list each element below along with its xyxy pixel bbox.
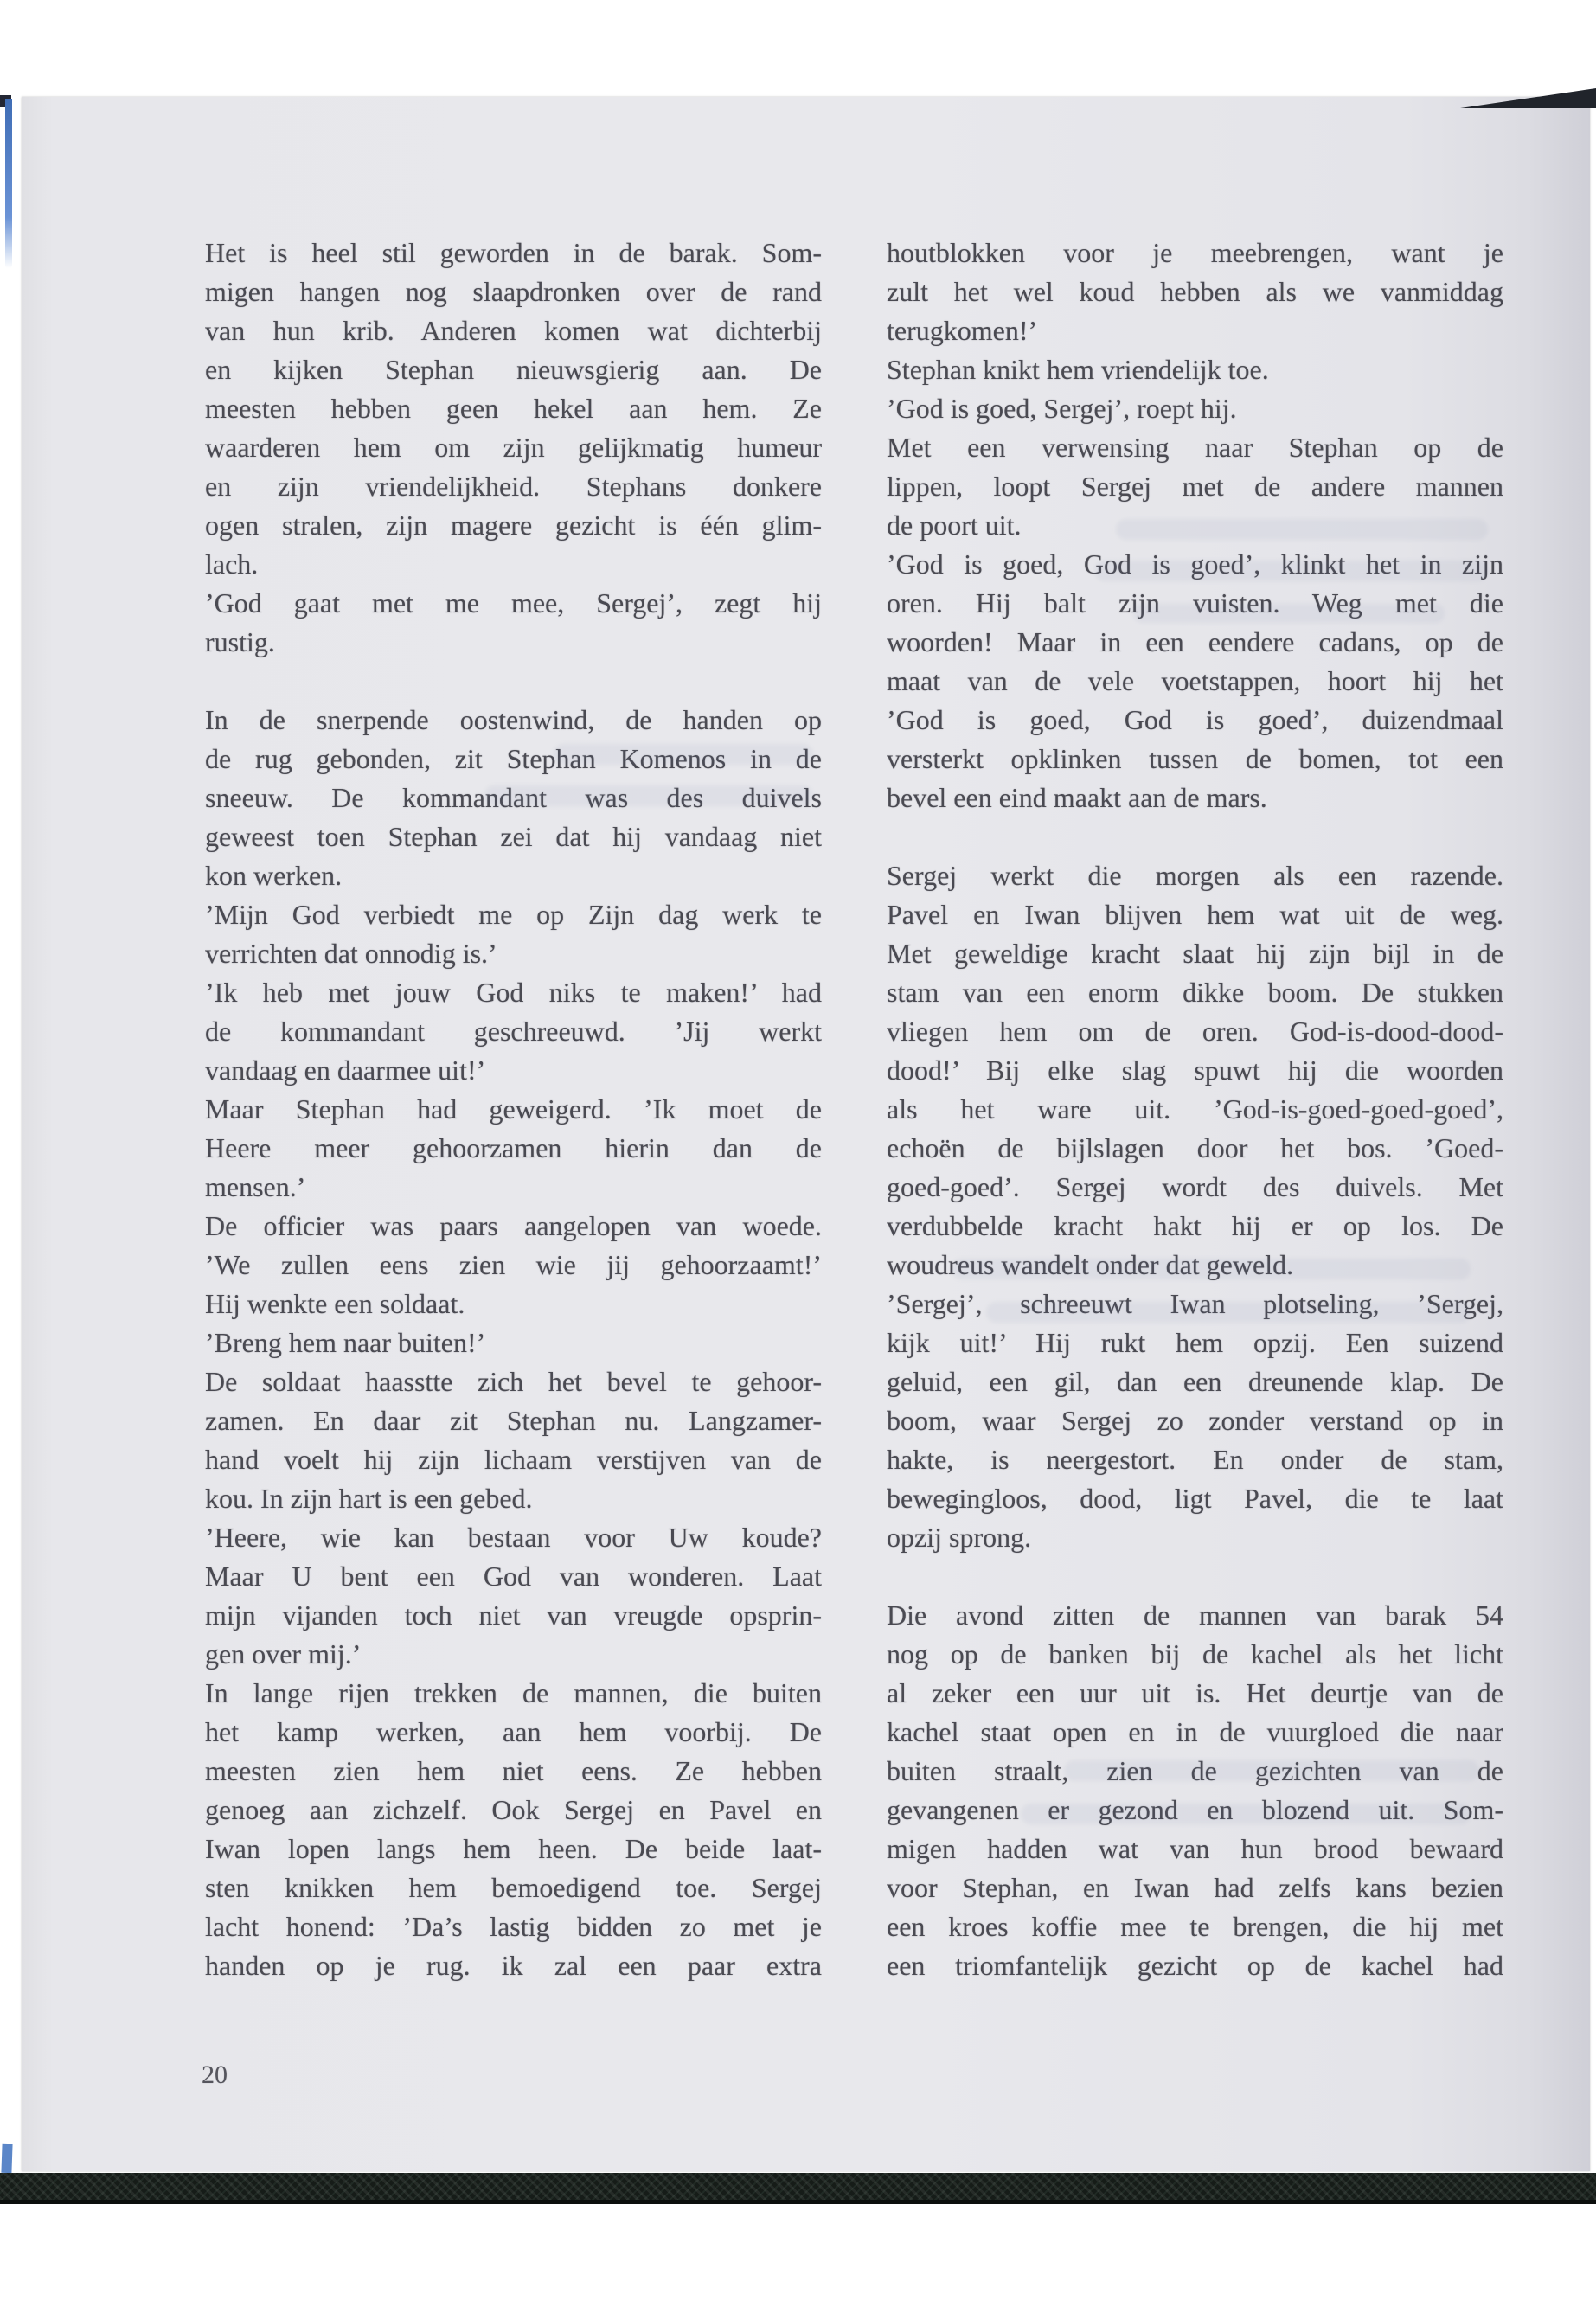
text-line: ’Breng hem naar buiten!’ xyxy=(205,1327,486,1358)
text-line: migen hangen nog slaapdronken over de rand xyxy=(205,276,822,307)
bleed-through-mark xyxy=(1064,1760,1479,1781)
text-line: kachel staat open en in de vuurgloed die naar xyxy=(887,1716,1503,1747)
left-text-column xyxy=(205,234,822,1985)
text-line: meesten hebben geen hekel aan hem. Ze xyxy=(205,393,822,424)
text-line: terugkomen!’ xyxy=(887,315,1038,346)
text-line: lach. xyxy=(205,548,259,580)
text-line: geweest toen Stephan zei dat hij vandaag niet xyxy=(205,821,822,852)
text-line: maat van de vele voetstappen, hoort hij het xyxy=(887,665,1503,696)
text-line: gevangenen er gezond en blozend uit. Som- xyxy=(887,1794,1503,1825)
right-text-column xyxy=(887,234,1503,1985)
text-line: In de snerpende oostenwind, de handen op xyxy=(205,704,822,735)
text-line: en kijken Stephan nieuwsgierig aan. De xyxy=(205,354,822,385)
text-line: mijn vijanden toch niet van vreugde opsprin- xyxy=(205,1599,822,1631)
bleed-through-mark xyxy=(986,1302,1471,1323)
text-line: het kamp werken, aan hem voorbij. De xyxy=(205,1716,822,1747)
text-line: oren. Hij balt zijn vuisten. Weg met die xyxy=(887,587,1503,619)
text-line: Heere meer gehoorzamen hierin dan de xyxy=(205,1132,822,1163)
text-line: als het ware uit. ’God-is-goed-goed-goed’, xyxy=(887,1093,1503,1125)
text-line: voor Stephan, en Iwan had zelfs kans bezien xyxy=(887,1872,1503,1903)
paragraph-gap xyxy=(887,1557,1503,1596)
text-line: In lange rijen trekken de mannen, die buiten xyxy=(205,1677,822,1708)
book-spine-edge xyxy=(5,99,12,268)
text-line: al zeker een uur uit is. Het deurtje van de xyxy=(887,1677,1503,1708)
text-line: ogen stralen, zijn magere gezicht is één glim- xyxy=(205,510,822,541)
text-line: vandaag en daarmee uit!’ xyxy=(205,1054,486,1086)
text-line: De soldaat haasstte zich het bevel te gehoor- xyxy=(205,1366,822,1397)
text-line: ’God is goed, Sergej’, roept hij. xyxy=(887,393,1237,424)
text-line: echoën de bijlslagen door het bos. ’Goed- xyxy=(887,1132,1503,1163)
text-line: bevel een eind maakt aan de mars. xyxy=(887,782,1267,813)
text-line: lacht honend: ’Da’s lastig bidden zo met je xyxy=(205,1911,822,1942)
text-line: hand voelt hij zijn lichaam verstijven van de xyxy=(205,1444,822,1475)
bleed-through-mark xyxy=(554,744,813,765)
text-line: de poort uit. xyxy=(887,510,1022,541)
bleed-through-mark xyxy=(1094,561,1488,581)
text-line: Het is heel stil geworden in de barak. Som- xyxy=(205,237,822,268)
text-line: kon werken. xyxy=(205,860,343,891)
text-line: woudreus wandelt onder dat geweld. xyxy=(887,1249,1294,1280)
text-line: dood!’ Bij elke slag spuwt hij die woorden xyxy=(887,1054,1503,1086)
text-line: boom, waar Sergej zo zonder verstand op in xyxy=(887,1405,1503,1436)
text-line: stam van een enorm dikke boom. De stukken xyxy=(887,977,1503,1008)
text-line: sneeuw. De kommandant was des duivels xyxy=(205,782,822,813)
bleed-through-mark xyxy=(1021,1804,1471,1824)
text-line: mensen.’ xyxy=(205,1171,306,1202)
text-line: ’We zullen eens zien wie jij gehoorzaamt!’ xyxy=(205,1249,822,1280)
cover-edge-bottom-band xyxy=(0,2173,1596,2204)
text-line: een kroes koffie mee te brengen, die hij met xyxy=(887,1911,1503,1942)
text-line: Pavel en Iwan blijven hem wat uit de weg. xyxy=(887,899,1503,930)
text-line: Met een verwensing naar Stephan op de xyxy=(887,432,1503,463)
text-line: de rug gebonden, zit Stephan Komenos in de xyxy=(205,743,822,774)
text-line: ’Heere, wie kan bestaan voor Uw koude? xyxy=(205,1522,822,1553)
text-line: buiten straalt, zien de gezichten van de xyxy=(887,1755,1503,1786)
text-line: Maar Stephan had geweigerd. ’Ik moet de xyxy=(205,1093,822,1125)
text-line: hakte, is neergestort. En onder de stam, xyxy=(887,1444,1503,1475)
text-line: nog op de banken bij de kachel als het licht xyxy=(887,1638,1503,1670)
text-line: bewegingloos, dood, ligt Pavel, die te laat xyxy=(887,1483,1503,1514)
text-line: de kommandant geschreeuwd. ’Jij werkt xyxy=(205,1016,822,1047)
text-line: geluid, een gil, dan een dreunende klap. De xyxy=(887,1366,1503,1397)
text-line: genoeg aan zichzelf. Ook Sergej en Pavel en xyxy=(205,1794,822,1825)
paragraph-gap xyxy=(887,817,1503,856)
text-line: versterkt opklinken tussen de bomen, tot een xyxy=(887,743,1503,774)
text-line: Met geweldige kracht slaat hij zijn bijl in de xyxy=(887,938,1503,969)
text-line: verdubbelde kracht hakt hij er op los. De xyxy=(887,1210,1503,1241)
bleed-through-mark xyxy=(484,785,813,806)
text-line: waarderen hem om zijn gelijkmatig humeur xyxy=(205,432,822,463)
text-line: ’God gaat met me mee, Sergej’, zegt hij xyxy=(205,587,822,619)
book-page xyxy=(22,97,1590,2171)
text-line: Stephan knikt hem vriendelijk toe. xyxy=(887,354,1269,385)
text-line: kijk uit!’ Hij rukt hem opzij. Een suizend xyxy=(887,1327,1503,1358)
text-line: vliegen hem om de oren. God-is-dood-dood- xyxy=(887,1016,1503,1047)
text-line: migen hadden wat van hun brood bewaard xyxy=(887,1833,1503,1864)
text-line: handen op je rug. ik zal een paar extra xyxy=(205,1950,822,1981)
text-line: goed-goed’. Sergej wordt des duivels. Met xyxy=(887,1171,1503,1202)
text-line: verrichten dat onnodig is.’ xyxy=(205,938,497,969)
book-spine-edge-bottom xyxy=(1,2144,12,2173)
text-line: houtblokken voor je meebrengen, want je xyxy=(887,237,1503,268)
text-line: zamen. En daar zit Stephan nu. Langzamer- xyxy=(205,1405,822,1436)
text-line: Sergej werkt die morgen als een razende. xyxy=(887,860,1503,891)
text-line: en zijn vriendelijkheid. Stephans donkere xyxy=(205,471,822,502)
text-line: Iwan lopen langs hem heen. De beide laat- xyxy=(205,1833,822,1864)
bleed-through-mark xyxy=(1133,604,1445,623)
text-line: van hun krib. Anderen komen wat dichterbij xyxy=(205,315,822,346)
text-line: Die avond zitten de mannen van barak 54 xyxy=(887,1599,1503,1631)
text-line: sten knikken hem bemoedigend toe. Sergej xyxy=(205,1872,822,1903)
text-line: gen over mij.’ xyxy=(205,1638,362,1670)
text-line: Maar U bent een God van wonderen. Laat xyxy=(205,1561,822,1592)
text-line: ’God is goed, God is goed’, duizendmaal xyxy=(887,704,1503,735)
text-line: ’Ik heb met jouw God niks te maken!’ had xyxy=(205,977,822,1008)
paragraph-gap xyxy=(205,662,822,701)
text-line: De officier was paars aangelopen van woede. xyxy=(205,1210,822,1241)
text-line: Hij wenkte een soldaat. xyxy=(205,1288,465,1319)
text-line: rustig. xyxy=(205,626,275,657)
text-line: ’God is goed, God is goed’, klinkt het in zijn xyxy=(887,548,1503,580)
bleed-through-mark xyxy=(952,1259,1471,1279)
bleed-through-mark xyxy=(1116,519,1488,540)
text-line: ’Sergej’, schreeuwt Iwan plotseling, ’Sergej, xyxy=(887,1288,1503,1319)
text-line: woorden! Maar in een eendere cadans, op de xyxy=(887,626,1503,657)
text-line: opzij sprong. xyxy=(887,1522,1032,1553)
text-line: zult het wel koud hebben als we vanmiddag xyxy=(887,276,1503,307)
page-number: 20 xyxy=(202,2061,228,2089)
text-line: ’Mijn God verbiedt me op Zijn dag werk te xyxy=(205,899,822,930)
text-line: meesten zien hem niet eens. Ze hebben xyxy=(205,1755,822,1786)
text-line: kou. In zijn hart is een gebed. xyxy=(205,1483,533,1514)
text-line: een triomfantelijk gezicht op de kachel had xyxy=(887,1950,1503,1981)
text-line: lippen, loopt Sergej met de andere mannen xyxy=(887,471,1503,502)
